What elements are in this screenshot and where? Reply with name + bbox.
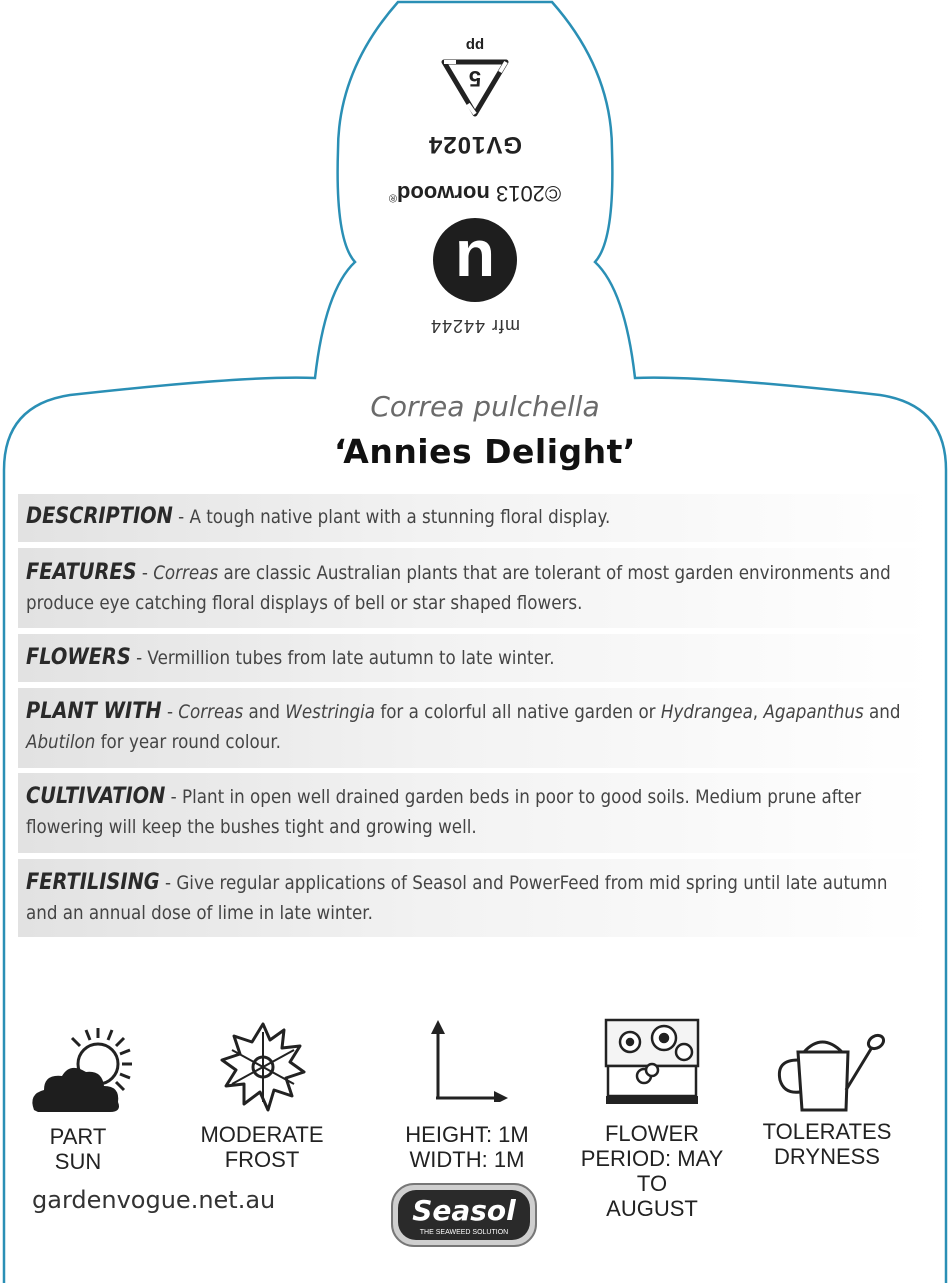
part-sun-caption bbox=[30, 1124, 126, 1174]
plant-with-italic-3: Hydrangea bbox=[660, 701, 753, 723]
plant-with-italic-5: Abutilon bbox=[26, 731, 96, 753]
mfr-number: mfr 44244 bbox=[429, 316, 521, 336]
plant-with-sep: - bbox=[161, 701, 179, 723]
description-section bbox=[26, 502, 915, 532]
cultivation-text: - Plant in open well drained garden beds in poor to good soils. Medium prune after flowering will keep the bushes tight and growing well. bbox=[26, 786, 862, 838]
part-sun-line-1: PART bbox=[49, 1124, 107, 1149]
recycle-material: pp bbox=[465, 37, 485, 54]
snowflake-icon bbox=[218, 1020, 308, 1116]
features-italic: Correas bbox=[153, 562, 219, 584]
plant-with-text-4: and bbox=[863, 701, 901, 723]
frost-caption bbox=[196, 1122, 328, 1172]
fertilising-section bbox=[26, 868, 915, 928]
frost-line-2: FROST bbox=[224, 1147, 300, 1172]
features-text: are classic Australian plants that are tolerant of most garden environments and produce eye catching floral displays of bell or star shaped flowers. bbox=[26, 562, 891, 614]
plant-with-text-5: for year round colour. bbox=[95, 731, 281, 753]
plant-with-italic-1: Correas bbox=[178, 701, 244, 723]
cultivar-name: ‘Annies Delight’ bbox=[334, 432, 636, 471]
copyright-year: ©2013 bbox=[495, 181, 562, 206]
copyright-line bbox=[330, 180, 620, 206]
size-caption bbox=[398, 1122, 536, 1172]
features-sep: - bbox=[136, 562, 154, 584]
seasol-tagline: THE SEAWEED SOLUTION bbox=[419, 1229, 509, 1236]
tag-tab bbox=[330, 30, 620, 340]
flower-caption bbox=[566, 1121, 738, 1221]
cultivation-heading: CULTIVATION bbox=[26, 784, 166, 809]
recycle-icon bbox=[440, 56, 510, 118]
water-line-2: DRYNESS bbox=[774, 1144, 880, 1169]
features-section bbox=[26, 558, 915, 618]
plant-with-heading: PLANT WITH bbox=[26, 699, 162, 724]
flowers-heading: FLOWERS bbox=[26, 645, 131, 670]
features-heading: FEATURES bbox=[26, 560, 137, 585]
water-caption bbox=[760, 1119, 894, 1169]
plant-with-text-1: and bbox=[243, 701, 286, 723]
plant-with-section bbox=[26, 697, 915, 757]
size-line-1: HEIGHT: 1M bbox=[405, 1122, 529, 1147]
u-logo: u bbox=[433, 218, 517, 302]
part-sun-line-2: SUN bbox=[54, 1149, 102, 1174]
height-width-icon bbox=[428, 1020, 508, 1102]
part-sun-icon bbox=[26, 1022, 134, 1116]
plant-with-text-2: for a colorful all native garden or bbox=[375, 701, 661, 723]
recycle-number: 5 bbox=[468, 66, 482, 91]
watering-can-icon bbox=[774, 1030, 886, 1112]
frost-line-1: MODERATE bbox=[200, 1122, 324, 1147]
cultivation-section bbox=[26, 782, 915, 842]
flowers-section bbox=[26, 643, 915, 673]
brand-name: norwood bbox=[396, 181, 490, 206]
size-line-2: WIDTH: 1M bbox=[409, 1147, 525, 1172]
plant-with-text-3: , bbox=[752, 701, 764, 723]
brand-mark: ® bbox=[388, 191, 397, 204]
plant-with-italic-4: Agapanthus bbox=[763, 701, 864, 723]
description-text: - A tough native plant with a stunning floral display. bbox=[172, 506, 611, 528]
water-line-1: TOLERATES bbox=[762, 1119, 892, 1144]
flower-pot-icon bbox=[602, 1016, 702, 1106]
flower-line-3: AUGUST bbox=[606, 1196, 698, 1221]
seasol-logo bbox=[390, 1182, 538, 1248]
plant-with-italic-2: Westringia bbox=[285, 701, 376, 723]
seasol-brand: Seasol bbox=[412, 1194, 516, 1227]
species-name: Correa pulchella bbox=[370, 390, 600, 423]
product-code: GV1024 bbox=[427, 131, 523, 158]
fertilising-heading: FERTILISING bbox=[26, 870, 160, 895]
website-link[interactable]: gardenvogue.net.au bbox=[32, 1186, 276, 1214]
flowers-text: - Vermillion tubes from late autumn to late winter. bbox=[130, 647, 555, 669]
flower-line-1: FLOWER bbox=[604, 1121, 700, 1146]
fertilising-text: - Give regular applications of Seasol and PowerFeed from mid spring until late autumn and an annual dose of lime in late winter. bbox=[26, 872, 888, 924]
flower-line-2: PERIOD: MAY TO bbox=[580, 1146, 724, 1196]
description-heading: DESCRIPTION bbox=[26, 504, 173, 529]
